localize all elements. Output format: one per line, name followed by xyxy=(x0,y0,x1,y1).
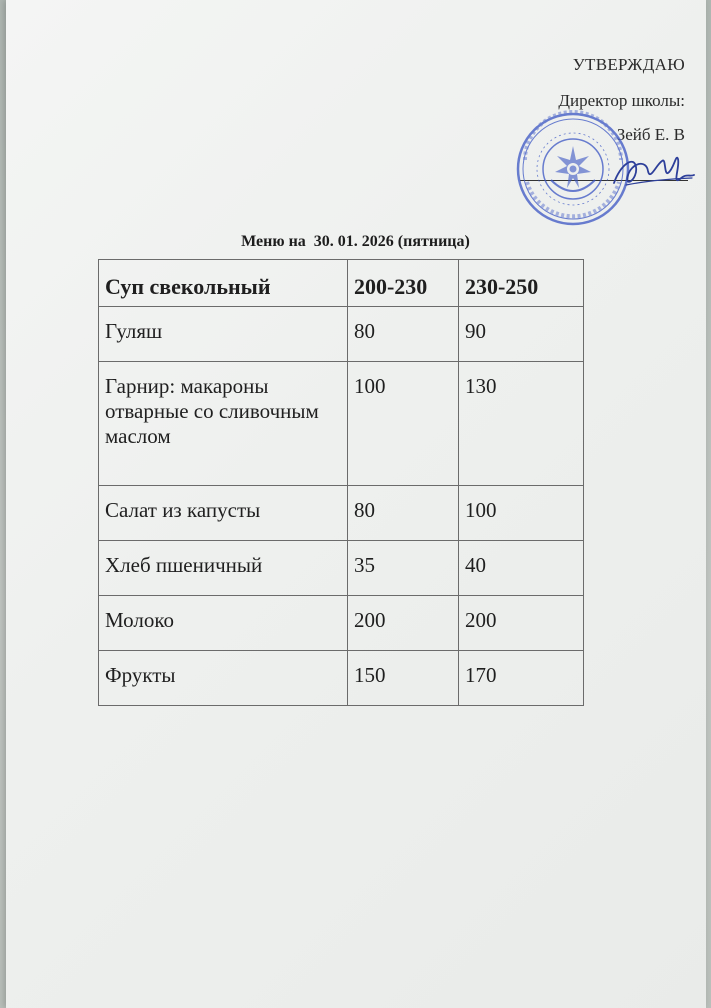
handwritten-signature-icon xyxy=(606,145,696,195)
dish-name: Гарнир: макароны отварные со сливочным маслом xyxy=(99,362,348,486)
table-row xyxy=(99,651,584,706)
portion-2: 130 xyxy=(458,362,583,486)
header-cell-portion-2: 230-250 xyxy=(458,260,583,307)
portion-1: 200 xyxy=(347,596,458,651)
table-row xyxy=(99,541,584,596)
portion-2: 40 xyxy=(458,541,583,596)
table-row xyxy=(99,307,584,362)
portion-1: 100 xyxy=(347,362,458,486)
dish-name: Фрукты xyxy=(99,651,348,706)
header-cell-dish: Суп свекольный xyxy=(99,260,348,307)
portion-1: 150 xyxy=(347,651,458,706)
portion-1: 35 xyxy=(347,541,458,596)
approval-title: УТВЕРЖДАЮ xyxy=(572,55,685,74)
menu-title: Меню на 30. 01. 2026 (пятница) xyxy=(241,233,470,250)
dish-name: Гуляш xyxy=(99,307,348,362)
portion-1: 80 xyxy=(347,307,458,362)
portion-2: 170 xyxy=(458,651,583,706)
table-row xyxy=(99,362,584,486)
dish-name: Салат из капусты xyxy=(99,486,348,541)
table-row xyxy=(99,486,584,541)
portion-2: 90 xyxy=(458,307,583,362)
portion-2: 200 xyxy=(458,596,583,651)
portion-1: 80 xyxy=(347,486,458,541)
portion-2: 100 xyxy=(458,486,583,541)
approval-position: Директор школы: xyxy=(558,91,685,110)
dish-name: Хлеб пшеничный xyxy=(99,541,348,596)
header-cell-portion-1: 200-230 xyxy=(347,260,458,307)
menu-table xyxy=(98,259,584,706)
approval-name: Зейб Е. В xyxy=(616,125,685,144)
table-row xyxy=(99,596,584,651)
table-header-row xyxy=(99,260,584,307)
dish-name: Молоко xyxy=(99,596,348,651)
